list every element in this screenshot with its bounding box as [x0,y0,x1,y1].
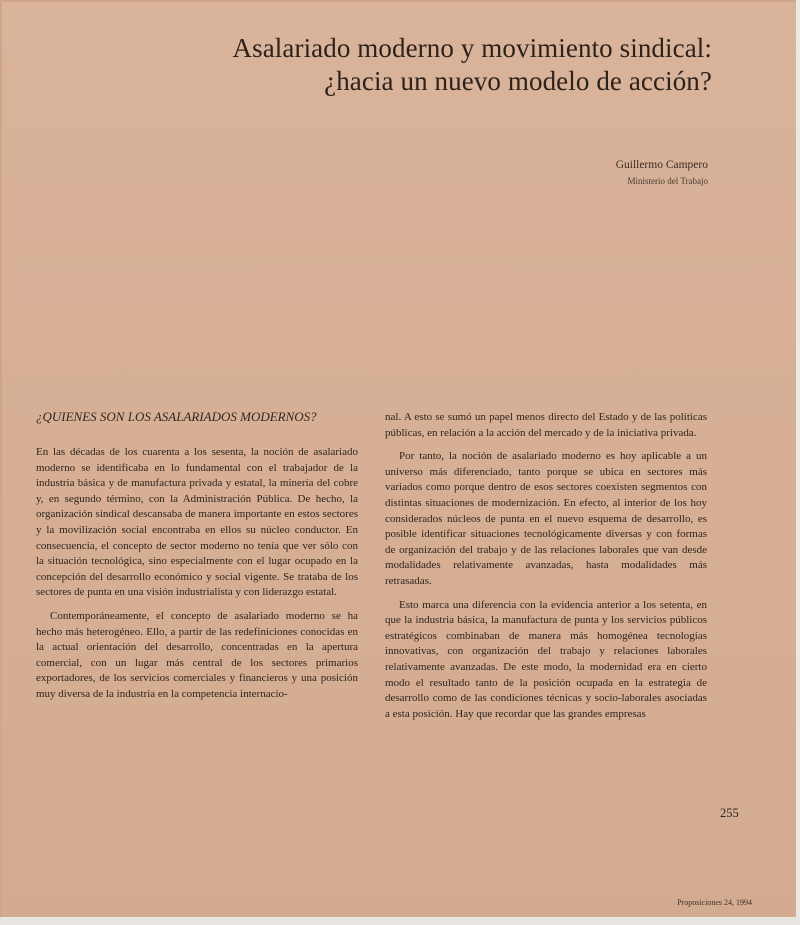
left-paragraph-1: En las décadas de los cuarenta a los sesenta, la noción de asalariado moderno se identificaba en lo fundamental con el trabajador de la industria básica y de manufactura privada y estatal, la minería del cobre y, en segundo término, con la Administración Pública. De hecho, la organización sindical descansaba de manera importante en estos sectores y la movilización social encontraba en ellos su núcleo conductor. En consecuencia, el concepto de sector moderno no tenía que ver sólo con la situación tecnológica, sino especialmente con el lugar ocupado en la concepción del desarrollo económico y social vigente. Se trataba de los sectores de punta en una visión industrialista y con liderazgo estatal. [36,446,358,599]
page-number: 255 [720,806,739,820]
left-column [36,408,358,711]
right-paragraph-1: nal. A esto se sumó un papel menos directo del Estado y de las políticas públicas, en relación a la acción del mercado y de la iniciativa privada. [385,411,707,439]
section-heading: ¿QUIENES SON LOS ASALARIADOS MODERNOS? [36,409,317,424]
scan-edge-right [796,0,800,925]
title-line-2: ¿hacia un nuevo modelo de acción? [324,66,712,96]
scan-edge-bottom [0,917,800,925]
article-title [233,32,713,98]
title-line-1: Asalariado moderno y movimiento sindical: [232,33,712,63]
author-affiliation: Ministerio del Trabajo [627,176,708,186]
left-paragraph-2: Contemporáneamente, el concepto de asalariado moderno se ha hecho más heterogéneo. Ello, a partir de las redefiniciones conocidas en la actual orientación del desarrollo, concentradas en la apertura comercial, con un lugar más central de los sectores primarios exportadores, de los servicios comerciales y financieros y una posición muy diversa de la industria en la competencia internacio- [36,609,358,700]
author-name: Guillermo Campero [615,159,708,171]
journal-footer: Proposiciones 24, 1994 [677,898,752,907]
right-paragraph-2: Por tanto, la noción de asalariado moderno es hoy aplicable a un universo más diferenciado, tanto porque se ubica en sectores más variados como porque dentro de esos sectores coexisten segmentos con distintas situaciones de modernización. En efecto, al interior de los hoy considerados núcleos de punta en el nuevo esquema de desarrollo, es posible identificar situaciones tecnológicamente diversas y con formas de organización del trabajo y de las relaciones laborales que van desde modalidades relativamente avanzadas, hasta modalidades más retrasadas. [385,450,707,587]
author-block [616,157,708,189]
right-column [385,410,707,730]
right-paragraph-3: Esto marca una diferencia con la evidencia anterior a los setenta, en que la industria básica, la manufactura de punta y los servicios públicos estratégicos combinaban de manera más homogénea tecnologías innovativas, con organización del trabajo y relaciones laborales relativamente avanzadas. De este modo, la modernidad era en cierto modo el resultado tanto de la posición ocupada en la estrategia de desarrollo como de las condiciones técnicas y socio-laborales asociadas a esta posición. Hay que recordar que las grandes empresas [385,598,707,720]
